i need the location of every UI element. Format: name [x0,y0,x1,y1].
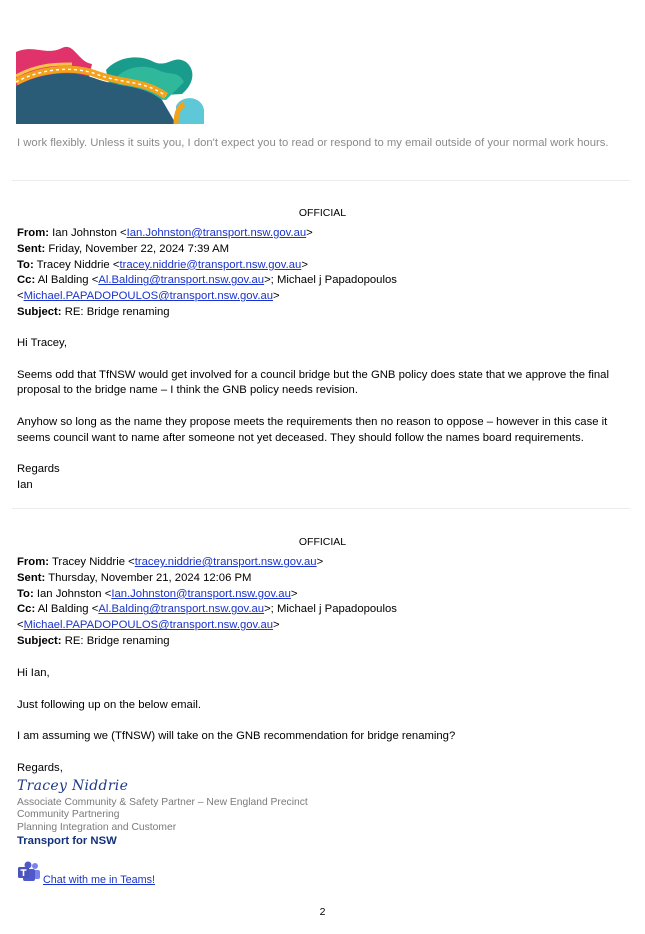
from-email-link[interactable]: Ian.Johnston@transport.nsw.gov.au [126,227,307,239]
cc-line-cont: <Michael.PAPADOPOULOS@transport.nsw.gov.au> [17,619,280,632]
teams-chat-link[interactable]: Chat with me in Teams! [43,874,156,886]
paragraph: I am assuming we (TfNSW) will take on the GNB recommendation for bridge renaming? [17,730,456,743]
separator [12,508,630,509]
signature-division: Planning Integration and Customer [17,821,177,833]
cc-email-link[interactable]: Michael.PAPADOPOULOS@transport.nsw.gov.au [23,290,274,303]
to-line: To: Ian Johnston <Ian.Johnston@transport.nsw.gov.au> [17,587,298,600]
email-body [17,336,627,494]
closing: Regards, [17,761,63,774]
email-header [17,555,627,650]
email-header [17,226,627,321]
cc-line-cont: <Michael.PAPADOPOULOS@transport.nsw.gov.au> [17,290,280,303]
classification-label: OFFICIAL [298,207,347,219]
signature-team: Community Partnering [17,809,120,821]
cc-email-link[interactable]: Michael.PAPADOPOULOS@transport.nsw.gov.au [23,619,274,632]
transport-logo [16,42,206,124]
to-email-link[interactable]: tracey.niddrie@transport.nsw.gov.au [119,258,302,271]
signature-title: Associate Community & Safety Partner – New England Precinct [17,797,308,808]
from-line: From: Ian Johnston <Ian.Johnston@transport.nsw.gov.au> [17,227,313,239]
greeting: Hi Tracey, [17,337,68,349]
page-number: 2 [319,906,326,918]
flexible-work-note: I work flexibly. Unless it suits you, I don't expect you to read or respond to my email outside of your normal work hours. [17,137,609,149]
cc-line: Cc: Al Balding <Al.Balding@transport.nsw.gov.au>; Michael j Papadopoulos [17,274,397,287]
cc-line: Cc: Al Balding <Al.Balding@transport.nsw.gov.au>; Michael j Papadopoulos [17,603,397,616]
greeting: Hi Ian, [17,667,50,679]
paragraph: Seems odd that TfNSW would get involved for a council bridge but the GNB policy does state that we approve the final proposal to the bridge name – I think the GNB policy needs revision. [17,368,609,397]
email-body [17,666,627,777]
signature-details [17,797,308,834]
paragraph: Just following up on the below email. [17,698,201,711]
sent-line: Sent: Thursday, November 21, 2024 12:06 PM [17,571,252,584]
signoff: Ian [17,479,33,492]
from-line: From: Tracey Niddrie <tracey.niddrie@transport.nsw.gov.au> [17,556,324,568]
signature-name: Tracey Niddrie [17,778,129,794]
closing: Regards [17,463,60,476]
to-line: To: Tracey Niddrie <tracey.niddrie@transport.nsw.gov.au> [17,258,308,271]
to-email-link[interactable]: Ian.Johnston@transport.nsw.gov.au [111,587,291,600]
cc-email-link[interactable]: Al.Balding@transport.nsw.gov.au [98,603,265,616]
sent-line: Sent: Friday, November 22, 2024 7:39 AM [17,242,230,255]
subject-line: Subject: RE: Bridge renaming [17,305,170,318]
signature-org: Transport for NSW [17,835,117,847]
from-email-link[interactable]: tracey.niddrie@transport.nsw.gov.au [134,556,317,568]
classification-label: OFFICIAL [298,536,347,548]
separator [12,180,630,181]
paragraph: Anyhow so long as the name they propose meets the requirements then no reason to oppose – however in this case it seems council want to name after someone not yet deceased. They should follow the names board requirements. [17,415,608,444]
teams-icon[interactable] [17,861,41,883]
cc-email-link[interactable]: Al.Balding@transport.nsw.gov.au [98,274,265,287]
subject-line: Subject: RE: Bridge renaming [17,634,170,647]
